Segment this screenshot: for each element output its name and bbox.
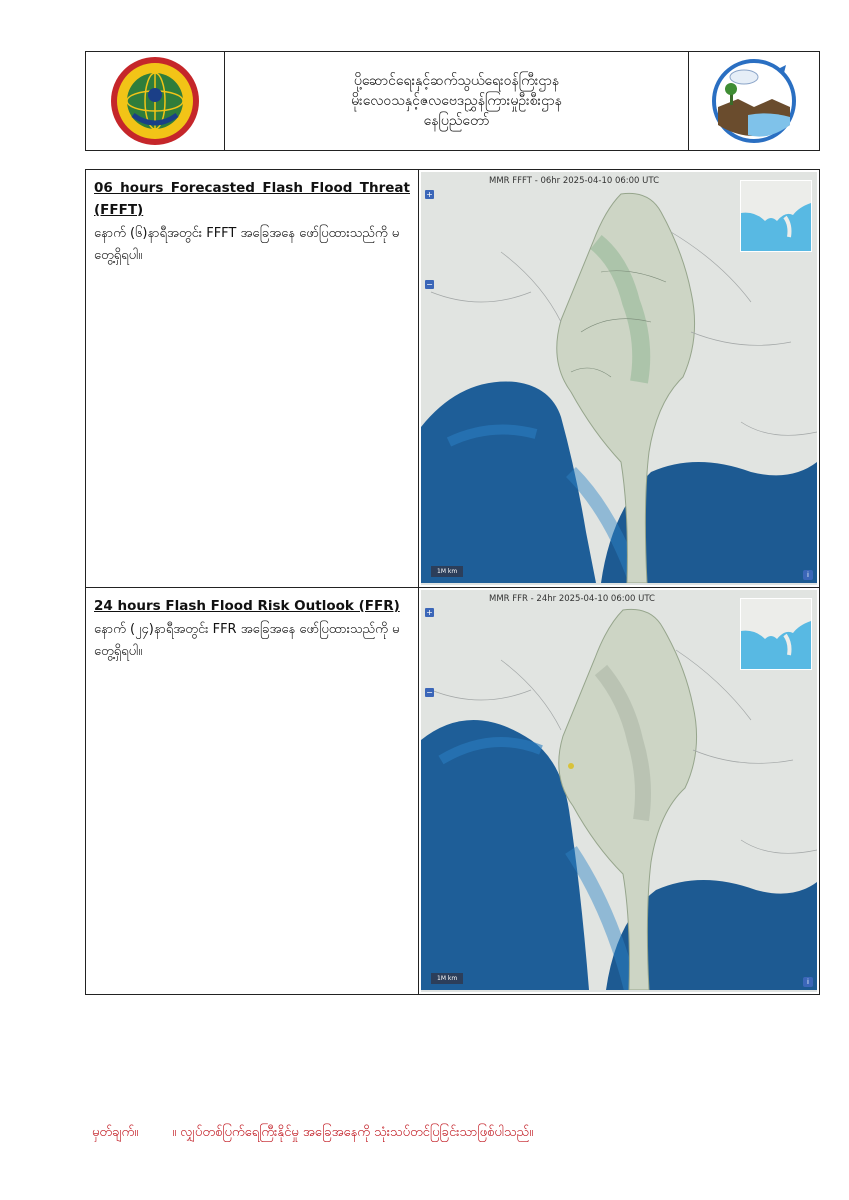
plus-icon[interactable]: +: [426, 608, 433, 617]
note-label: မှတ်ချက်။: [92, 1125, 139, 1140]
department-logo-left: [109, 55, 201, 147]
ffr-text-cell: [86, 588, 419, 994]
footer-note: [92, 1124, 533, 1143]
plus-icon[interactable]: +: [426, 190, 433, 199]
ffft-text-cell: [86, 170, 419, 587]
ffft-inset-map: [740, 180, 812, 252]
ffft-description: နောက် (၆)နာရီအတွင်း FFFT အခြေအနေ ဖော်ပြထားသည်ကို မတွေ့ရှိရပါ။: [94, 226, 400, 263]
document-header: [85, 51, 820, 151]
ffft-title: 06 hours Forecasted Flash Flood Threat (FFFT): [94, 180, 410, 218]
flood-outlook-table: [85, 169, 820, 995]
header-title: [225, 52, 689, 150]
info-icon[interactable]: i: [803, 977, 813, 987]
ministry-name: ပို့ဆောင်ရေးနှင့်ဆက်သွယ်ရေးဝန်ကြီးဌာန: [353, 73, 560, 89]
ffr-map-caption: MMR FFR - 24hr 2025-04-10 06:00 UTC: [489, 594, 655, 604]
ffr-title: 24 hours Flash Flood Risk Outlook (FFR): [94, 598, 400, 614]
ffr-inset-map: [740, 598, 812, 670]
ffft-scale-bar: 1M km: [431, 566, 463, 577]
info-icon[interactable]: i: [803, 570, 813, 580]
ffr-description: နောက် (၂၄)နာရီအတွင်း FFR အခြေအနေ ဖော်ပြထားသည်ကို မတွေ့ရှိရပါ။: [94, 622, 400, 659]
ffr-scale-bar: 1M km: [431, 973, 463, 984]
city-name: နေပြည်တော်: [423, 113, 490, 129]
table-row: [86, 588, 819, 994]
ffft-map-cell: [419, 170, 819, 587]
minus-icon[interactable]: −: [426, 280, 433, 289]
ffft-map[interactable]: [421, 172, 817, 585]
hydrology-logo-right: [708, 55, 800, 147]
hydrology-logo-cell: [689, 52, 819, 150]
ffr-map[interactable]: [421, 590, 817, 992]
department-logo-cell: [86, 52, 225, 150]
note-text: ။ လျှပ်တစ်ပြက်ရေကြီးနိုင်မှု အခြေအနေကို သုံးသပ်တင်ပြခြင်းသာဖြစ်ပါသည်။: [172, 1125, 534, 1140]
minus-icon[interactable]: −: [426, 688, 433, 697]
ffr-map-cell: [419, 588, 819, 994]
ffft-map-caption: MMR FFFT - 06hr 2025-04-10 06:00 UTC: [489, 176, 660, 186]
table-row: [86, 170, 819, 588]
department-name: မိုးလေဝသနှင့်ဇလဗေဒညွှန်ကြားမှုဦးစီးဌာန: [351, 93, 562, 109]
